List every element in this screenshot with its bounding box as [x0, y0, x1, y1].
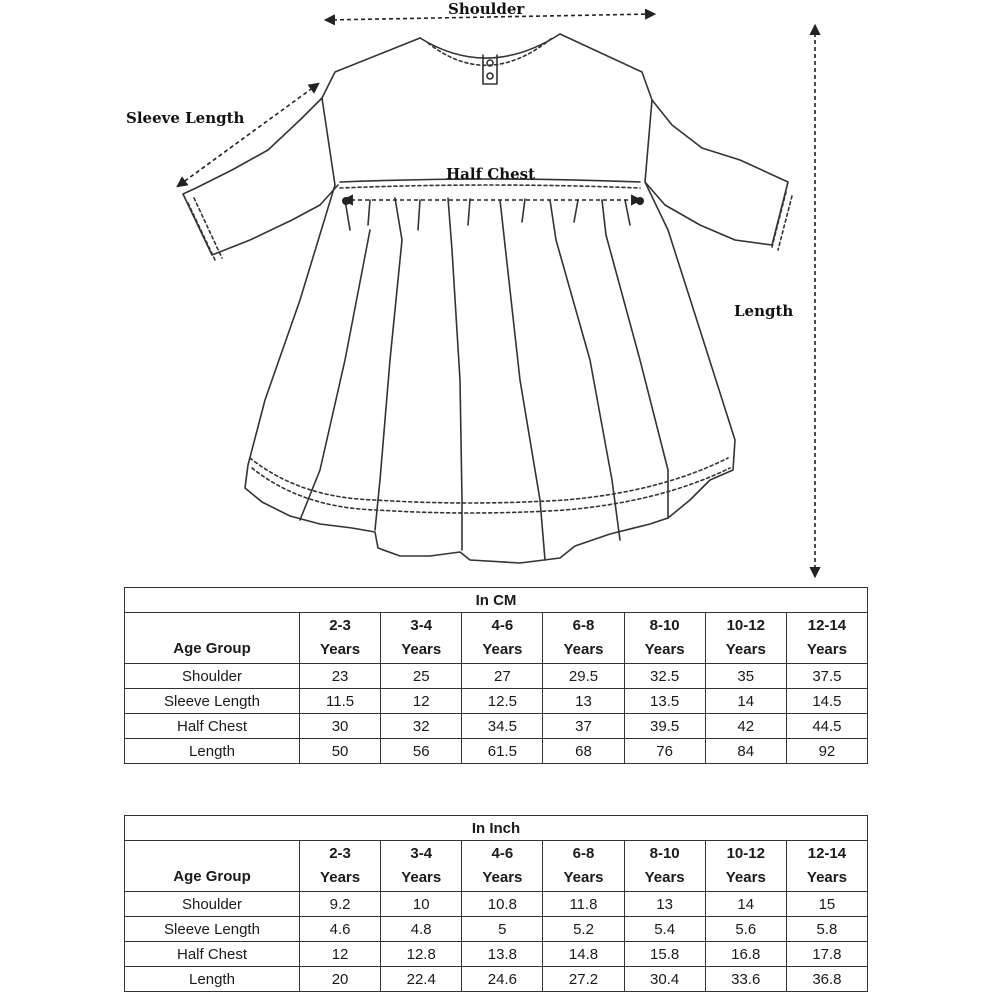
value-cell: 10: [381, 892, 462, 917]
row-label: Length: [125, 739, 300, 764]
age-range: 10-12: [726, 845, 765, 862]
age-range: 8-10: [649, 845, 680, 862]
value-cell: 33.6: [705, 967, 786, 992]
row-label: Shoulder: [125, 892, 300, 917]
table-row: [125, 739, 868, 764]
value-cell: 14.5: [786, 689, 867, 714]
age-unit: Years: [644, 869, 685, 886]
header-age-cell: [462, 613, 543, 664]
table-title: In CM: [125, 588, 868, 613]
age-unit: Years: [806, 869, 847, 886]
header-age-cell: [624, 613, 705, 664]
value-cell: 12.8: [381, 942, 462, 967]
value-cell: 14: [705, 689, 786, 714]
value-cell: 39.5: [624, 714, 705, 739]
size-table-inch: [124, 815, 868, 992]
age-range: 6-8: [572, 617, 595, 634]
value-cell: 25: [381, 664, 462, 689]
age-range: 2-3: [329, 617, 351, 634]
value-cell: 12: [300, 942, 381, 967]
value-cell: 14: [705, 892, 786, 917]
value-cell: 20: [300, 967, 381, 992]
value-cell: 92: [786, 739, 867, 764]
value-cell: 30.4: [624, 967, 705, 992]
value-cell: 24.6: [462, 967, 543, 992]
header-age-cell: [786, 613, 867, 664]
age-range: 12-14: [807, 845, 847, 862]
table-row: [125, 664, 868, 689]
value-cell: 44.5: [786, 714, 867, 739]
value-cell: 9.2: [300, 892, 381, 917]
age-range: 4-6: [491, 617, 514, 634]
table-row: [125, 917, 868, 942]
value-cell: 68: [543, 739, 624, 764]
value-cell: 4.6: [300, 917, 381, 942]
value-cell: 5: [462, 917, 543, 942]
value-cell: 4.8: [381, 917, 462, 942]
table-row: [125, 967, 868, 992]
age-unit: Years: [806, 641, 847, 658]
value-cell: 5.2: [543, 917, 624, 942]
header-age-group: Age Group: [125, 841, 300, 892]
header-age-cell: [705, 841, 786, 892]
value-cell: 13: [624, 892, 705, 917]
value-cell: 32.5: [624, 664, 705, 689]
header-age-cell: [543, 613, 624, 664]
value-cell: 15.8: [624, 942, 705, 967]
value-cell: 12.5: [462, 689, 543, 714]
table-row: [125, 689, 868, 714]
row-label: Half Chest: [125, 714, 300, 739]
age-range: 12-14: [807, 617, 847, 634]
table-title: In Inch: [125, 816, 868, 841]
value-cell: 84: [705, 739, 786, 764]
header-age-cell: [381, 841, 462, 892]
age-unit: Years: [320, 641, 361, 658]
header-age-cell: [624, 841, 705, 892]
value-cell: 12: [381, 689, 462, 714]
value-cell: 76: [624, 739, 705, 764]
value-cell: 13: [543, 689, 624, 714]
row-label: Sleeve Length: [125, 917, 300, 942]
value-cell: 5.6: [705, 917, 786, 942]
value-cell: 27.2: [543, 967, 624, 992]
value-cell: 22.4: [381, 967, 462, 992]
value-cell: 50: [300, 739, 381, 764]
value-cell: 29.5: [543, 664, 624, 689]
value-cell: 27: [462, 664, 543, 689]
value-cell: 5.8: [786, 917, 867, 942]
age-range: 4-6: [491, 845, 514, 862]
row-label: Sleeve Length: [125, 689, 300, 714]
label-length: Length: [734, 302, 794, 320]
header-age-group: Age Group: [125, 613, 300, 664]
age-unit: Years: [725, 869, 766, 886]
table-header-row: [125, 841, 868, 892]
age-unit: Years: [401, 869, 442, 886]
age-range: 3-4: [410, 845, 433, 862]
age-unit: Years: [644, 641, 685, 658]
table-header-row: [125, 613, 868, 664]
age-range: 2-3: [329, 845, 351, 862]
age-unit: Years: [563, 869, 604, 886]
header-age-cell: [462, 841, 543, 892]
age-range: 8-10: [649, 617, 680, 634]
header-age-cell: [543, 841, 624, 892]
value-cell: 14.8: [543, 942, 624, 967]
value-cell: 17.8: [786, 942, 867, 967]
value-cell: 61.5: [462, 739, 543, 764]
table-row: [125, 892, 868, 917]
age-range: 3-4: [410, 617, 433, 634]
age-range: 6-8: [572, 845, 595, 862]
value-cell: 23: [300, 664, 381, 689]
value-cell: 37.5: [786, 664, 867, 689]
value-cell: 42: [705, 714, 786, 739]
age-unit: Years: [401, 641, 442, 658]
header-age-cell: [300, 613, 381, 664]
age-unit: Years: [725, 641, 766, 658]
row-label: Shoulder: [125, 664, 300, 689]
age-unit: Years: [563, 641, 604, 658]
age-unit: Years: [320, 869, 361, 886]
age-range: 10-12: [726, 617, 765, 634]
value-cell: 5.4: [624, 917, 705, 942]
header-age-cell: [381, 613, 462, 664]
value-cell: 32: [381, 714, 462, 739]
value-cell: 11.5: [300, 689, 381, 714]
label-half-chest: Half Chest: [446, 165, 536, 183]
size-table-cm: [124, 587, 868, 764]
value-cell: 16.8: [705, 942, 786, 967]
header-age-cell: [300, 841, 381, 892]
row-label: Length: [125, 967, 300, 992]
value-cell: 35: [705, 664, 786, 689]
table-row: [125, 942, 868, 967]
value-cell: 36.8: [786, 967, 867, 992]
age-unit: Years: [482, 641, 523, 658]
value-cell: 37: [543, 714, 624, 739]
table-row: [125, 714, 868, 739]
age-unit: Years: [482, 869, 523, 886]
value-cell: 11.8: [543, 892, 624, 917]
value-cell: 10.8: [462, 892, 543, 917]
value-cell: 13.8: [462, 942, 543, 967]
header-age-cell: [705, 613, 786, 664]
label-shoulder: Shoulder: [448, 0, 525, 18]
value-cell: 30: [300, 714, 381, 739]
label-sleeve-length: Sleeve Length: [126, 109, 245, 127]
value-cell: 15: [786, 892, 867, 917]
header-age-cell: [786, 841, 867, 892]
value-cell: 13.5: [624, 689, 705, 714]
value-cell: 56: [381, 739, 462, 764]
row-label: Half Chest: [125, 942, 300, 967]
value-cell: 34.5: [462, 714, 543, 739]
